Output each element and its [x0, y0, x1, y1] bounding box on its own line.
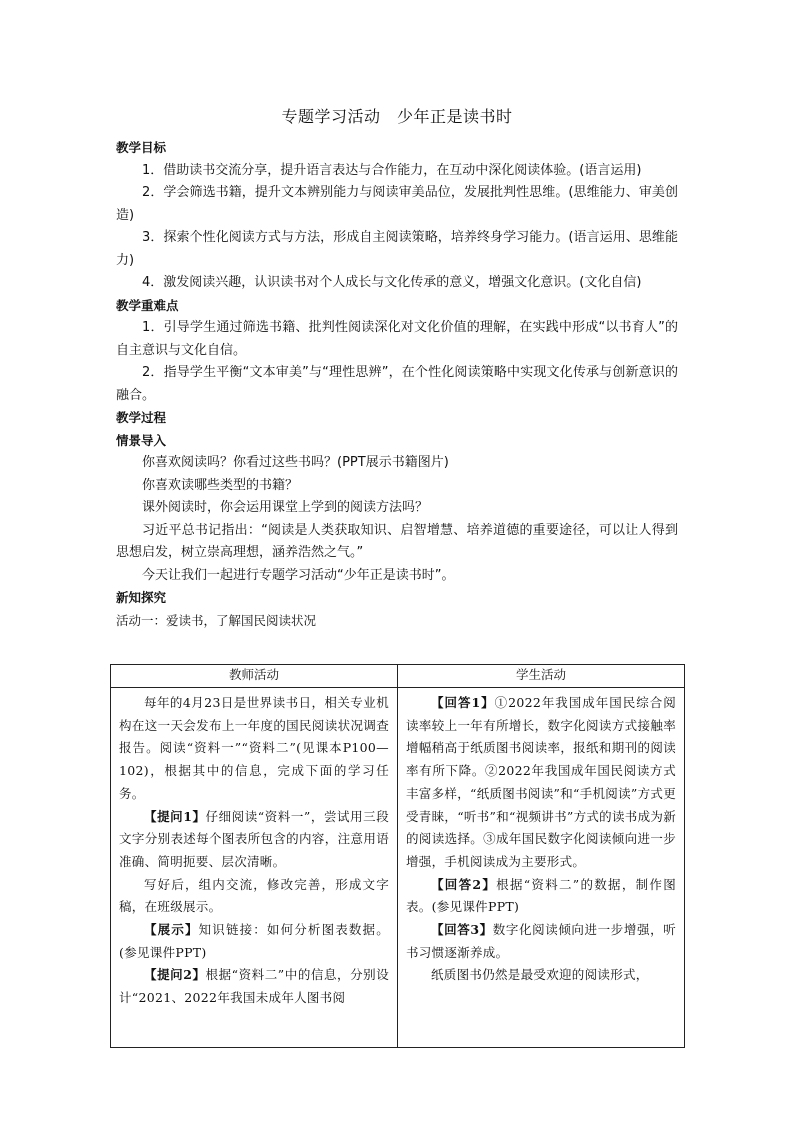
teacher-paragraph: 【提问1】仔细阅读“资料一”，尝试用三段文字分别表述每个图表所包含的内容，注意用语准确、简明扼要、层次清晰。 — [119, 808, 390, 869]
answer-tag: 【回答2】 — [431, 876, 497, 892]
intro-line: 课外阅读时，你会运用课堂上学到的阅读方法吗？ — [142, 500, 429, 515]
intro-line: 你喜欢阅读吗？你看过这些书吗？(PPT展示书籍图片) — [142, 455, 449, 470]
teacher-paragraph: 【提问2】根据“资料二”中的信息，分别设计“2021、2022年我国未成年人图书阅 — [119, 967, 390, 1006]
intro-quote: 习近平总书记指出：“阅读是人类获取知识、启智增慧、培养道德的重要途径，可以让人得到思想启发，树立崇高理想，涵养浩然之气。” — [116, 522, 678, 560]
student-paragraph: 纸质图书仍然是最受欢迎的阅读形式， — [431, 967, 649, 983]
column-header-teacher: 教师活动 — [111, 665, 398, 688]
student-paragraph: 【回答2】根据“资料二”的数据，制作图表。(参见课件PPT) — [406, 876, 677, 915]
goal-item: 4．激发阅读兴趣，认识读书对个人成长与文化传承的意义，增强文化意识。(文化自信) — [142, 275, 642, 290]
question-tag: 【提问1】 — [144, 808, 206, 824]
table-row — [111, 688, 685, 1048]
display-tag: 【展示】 — [144, 922, 199, 938]
teacher-paragraph: 写好后，组内交流，修改完善，形成文字稿，在班级展示。 — [119, 876, 389, 915]
process-heading: 教学过程 — [116, 410, 167, 425]
intro-heading: 情景导入 — [116, 432, 167, 448]
teacher-activity-cell — [111, 688, 398, 1048]
goals-heading: 教学目标 — [116, 140, 167, 155]
document-body — [116, 137, 678, 632]
answer-tag: 【回答1】 — [431, 695, 495, 710]
question-tag: 【提问2】 — [144, 967, 206, 983]
intro-line: 你喜欢读哪些类型的书籍？ — [142, 477, 299, 493]
teacher-paragraph: 【展示】知识链接：如何分析图表数据。(参见课件PPT) — [119, 922, 390, 960]
student-activity-cell — [398, 688, 685, 1048]
activity-title: 活动一：爱读书，了解国民阅读状况 — [116, 612, 317, 628]
key-points-heading: 教学重难点 — [116, 297, 179, 313]
answer-tag: 【回答3】 — [431, 922, 493, 938]
goal-item: 2．学会筛选书籍，提升文本辨别能力与阅读审美品位，发展批判性思维。(思维能力、审美创造) — [116, 185, 678, 223]
key-point-item: 2．指导学生平衡“文本审美”与“理性思辨”，在个性化阅读策略中实现文化传承与创新意识的融合。 — [116, 365, 678, 403]
table-header-row — [111, 665, 685, 688]
intro-line: 今天让我们一起进行专题学习活动“少年正是读书时”。 — [142, 567, 455, 583]
activity-table — [110, 664, 685, 1048]
goal-item: 1．借助读书交流分享，提升语言表达与合作能力，在互动中深化阅读体验。(语言运用) — [142, 162, 642, 178]
teacher-paragraph: 每年的4月23日是世界读书日，相关专业机构在这一天会发布上一年度的国民阅读状况调查报告。阅读“资料一”“资料二”(见课本P100—102)，根据其中的信息，完成下面的学习任务。 — [119, 695, 389, 801]
goal-item: 3．探索个性化阅读方式与方法，形成自主阅读策略，培养终身学习能力。(语言运用、思维能力) — [116, 230, 678, 268]
column-header-student: 学生活动 — [398, 665, 685, 688]
key-point-item: 1．引导学生通过筛选书籍、批判性阅读深化对文化价值的理解，在实践中形成“以书育人”的自主意识与文化自信。 — [116, 320, 678, 358]
page-title: 专题学习活动 少年正是读书时 — [281, 107, 513, 126]
student-paragraph: 【回答1】①2022年我国成年国民综合阅读率较上一年有所增长，数字化阅读方式接触率增幅稍高于纸质图书阅读率，报纸和期刊的阅读率有所下降。②2022年我国成年国民阅读方式丰富多样，“纸质图书阅读”和“手机阅读”方式更受青睐，“听书”和“视频讲书”方式的读书成为新的阅读选择。③成年国民数字化阅读倾向进一步增强，手机阅读成为主要形式。 — [406, 695, 677, 869]
explore-heading: 新知探究 — [116, 590, 167, 605]
student-paragraph: 【回答3】数字化阅读倾向进一步增强，听书习惯逐渐养成。 — [406, 922, 677, 960]
